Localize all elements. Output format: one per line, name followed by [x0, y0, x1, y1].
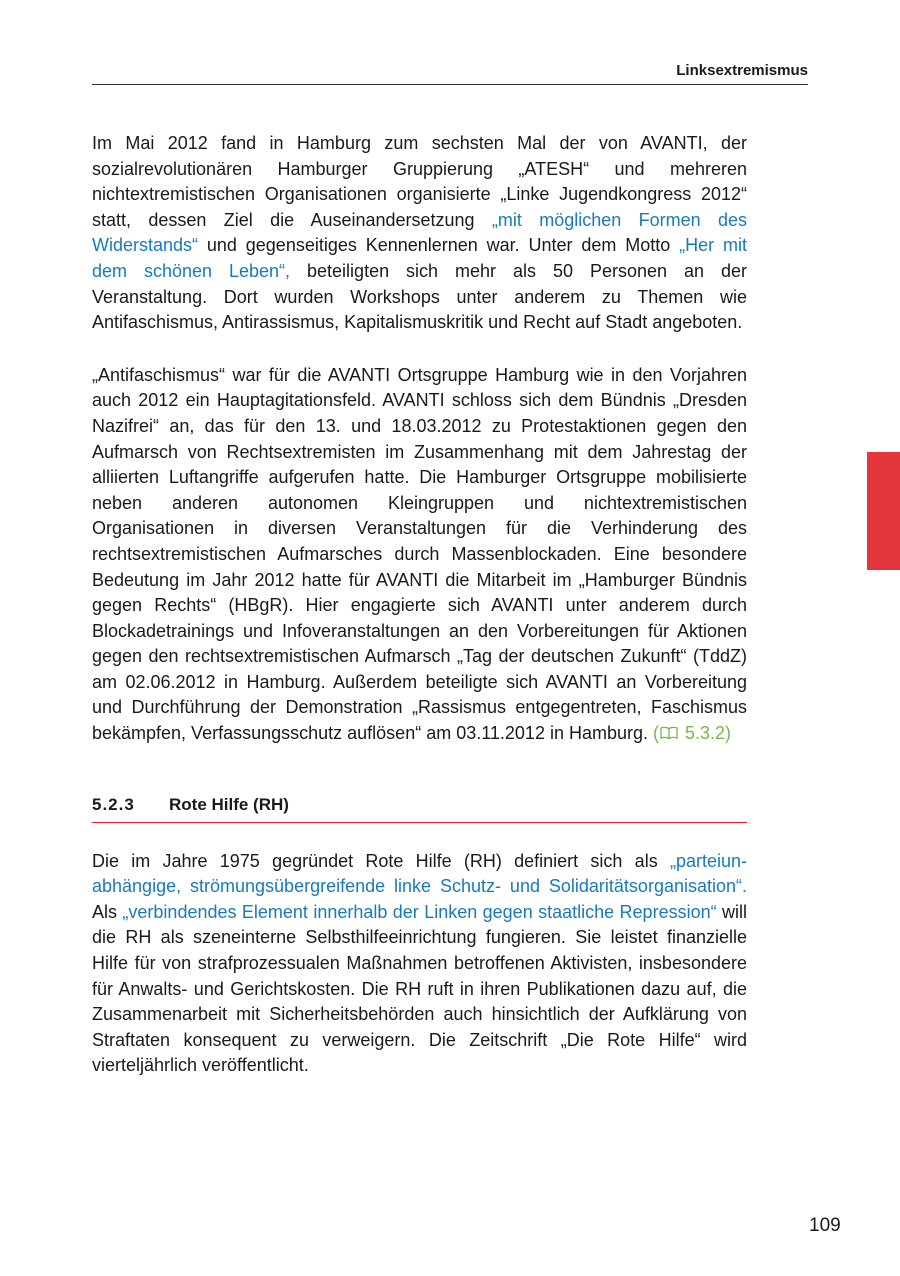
section-heading [92, 795, 747, 823]
book-icon [660, 726, 678, 740]
page-number: 109 [809, 1215, 841, 1236]
paragraph-rote-hilfe [92, 849, 747, 1079]
quote-parteiunabhaengige-organisation: „parteiunabhängige, strömungsübergreifende linke Schutz- und Solidaritätsorganisation“. [92, 850, 747, 897]
running-header [92, 58, 808, 85]
quote-formen-des-widerstands: „mit möglichen Formen des Widerstands“ [92, 209, 747, 256]
paragraph3-text-3: will die RH als szeneinterne Selbsthilfeeinrichtung fungieren. Sie leistet finanzielle Hilfe für von strafprozessualen Maßnahmen betroffenen Aktivisten, insbesondere für Anwalts- und Gerichtskosten. Die RH ruft in ihren Publikationen dazu auf, die Zusammenarbeit mit Sicherheitsbehörden auch hinsichtlich der Aufklärung von Straftaten konsequent zu verweigern. Die Zeitschrift „Die Rote Hilfe“ wird vierteljährlich veröffentlicht. [92, 901, 747, 1076]
section-number: 5.2.3 [92, 794, 135, 814]
quote-verbindendes-element: „verbindendes Element innerhalb der Linken gegen staatliche Repression“ [122, 901, 717, 922]
cross-reference-open: ( [653, 723, 659, 744]
cross-reference-text: 5.3.2) [680, 723, 732, 744]
page-content [92, 131, 747, 1079]
paragraph2-text: „Antifaschismus“ war für die AVANTI Ortsgruppe Hamburg wie in den Vorjahren auch 2012 ein Hauptagitationsfeld. AVANTI schloss sich dem Bündnis „Dresden Nazifrei“ an, das für den 13. und 18.03.2012 zu Protestaktionen gegen den Aufmarsch von Rechtsextremisten im Zusammenhang mit dem Jahrestag der alliierten Luftangriffe aufgerufen hatte. Die Hamburger Ortsgruppe mobilisierte neben anderen autonomen Kleingruppen und nichtextremistischen Organisationen in diversen Veranstaltungen für die Verhinderung des rechtsextremistischen Aufmarsches durch Massenblockaden. Eine besondere Bedeutung im Jahr 2012 hatte für AVANTI die Mitarbeit im „Hamburger Bündnis gegen Rechts“ (HBgR). Hier engagierte sich AVANTI unter anderem durch Blockadetrainings und Infoveranstaltungen an den Vorbereitungen für Aktionen gegen den rechtsextremistischen Aufmarsch „Tag der deutschen Zukunft“ (TddZ) am 02.06.2012 in Hamburg. Außerdem beteiligte sich AVANTI an Vorbereitung und Durchführung der Demonstration „Rassismus entgegentreten, Faschismus bekämpfen, Verfassungsschutz auflösen“ am 03.11.2012 in Hamburg. [92, 364, 747, 744]
quote-her-mit-dem-schoenen-leben: „Her mit dem schönen Leben“, [92, 235, 748, 281]
header-title: Linksextremismus [676, 62, 808, 79]
paragraph1-text-2: und gegenseitiges Kennenlernen war. Unter dem Motto [198, 235, 680, 256]
paragraph-avanti-jugendkongress [92, 131, 747, 336]
paragraph3-text-1: Die im Jahre 1975 gegründet Rote Hilfe (RH) definiert sich als [92, 850, 670, 871]
cross-reference-5-3-2[interactable] [653, 723, 731, 743]
paragraph1-text-1: Im Mai 2012 fand in Hamburg zum sechsten Mal der von AVANTI, der sozialrevolutionären Hamburger Gruppierung „ATESH“ und mehreren nichtextremistischen Organisationen organisierte „Linke Jugendkongress 2012“ statt, dessen Ziel die Auseinandersetzung [92, 133, 747, 230]
chapter-tab-marker [867, 452, 900, 570]
section-title: Rote Hilfe (RH) [169, 794, 289, 814]
paragraph-antifaschismus [92, 363, 747, 747]
paragraph1-text-3: beteiligten sich mehr als 50 Personen an der Veranstaltung. Dort wurden Workshops unter anderem zu Themen wie Antifaschismus, Antirassismus, Kapitalismuskritik und Recht auf Stadt angeboten. [92, 260, 748, 333]
paragraph3-text-2: Als [92, 901, 123, 922]
